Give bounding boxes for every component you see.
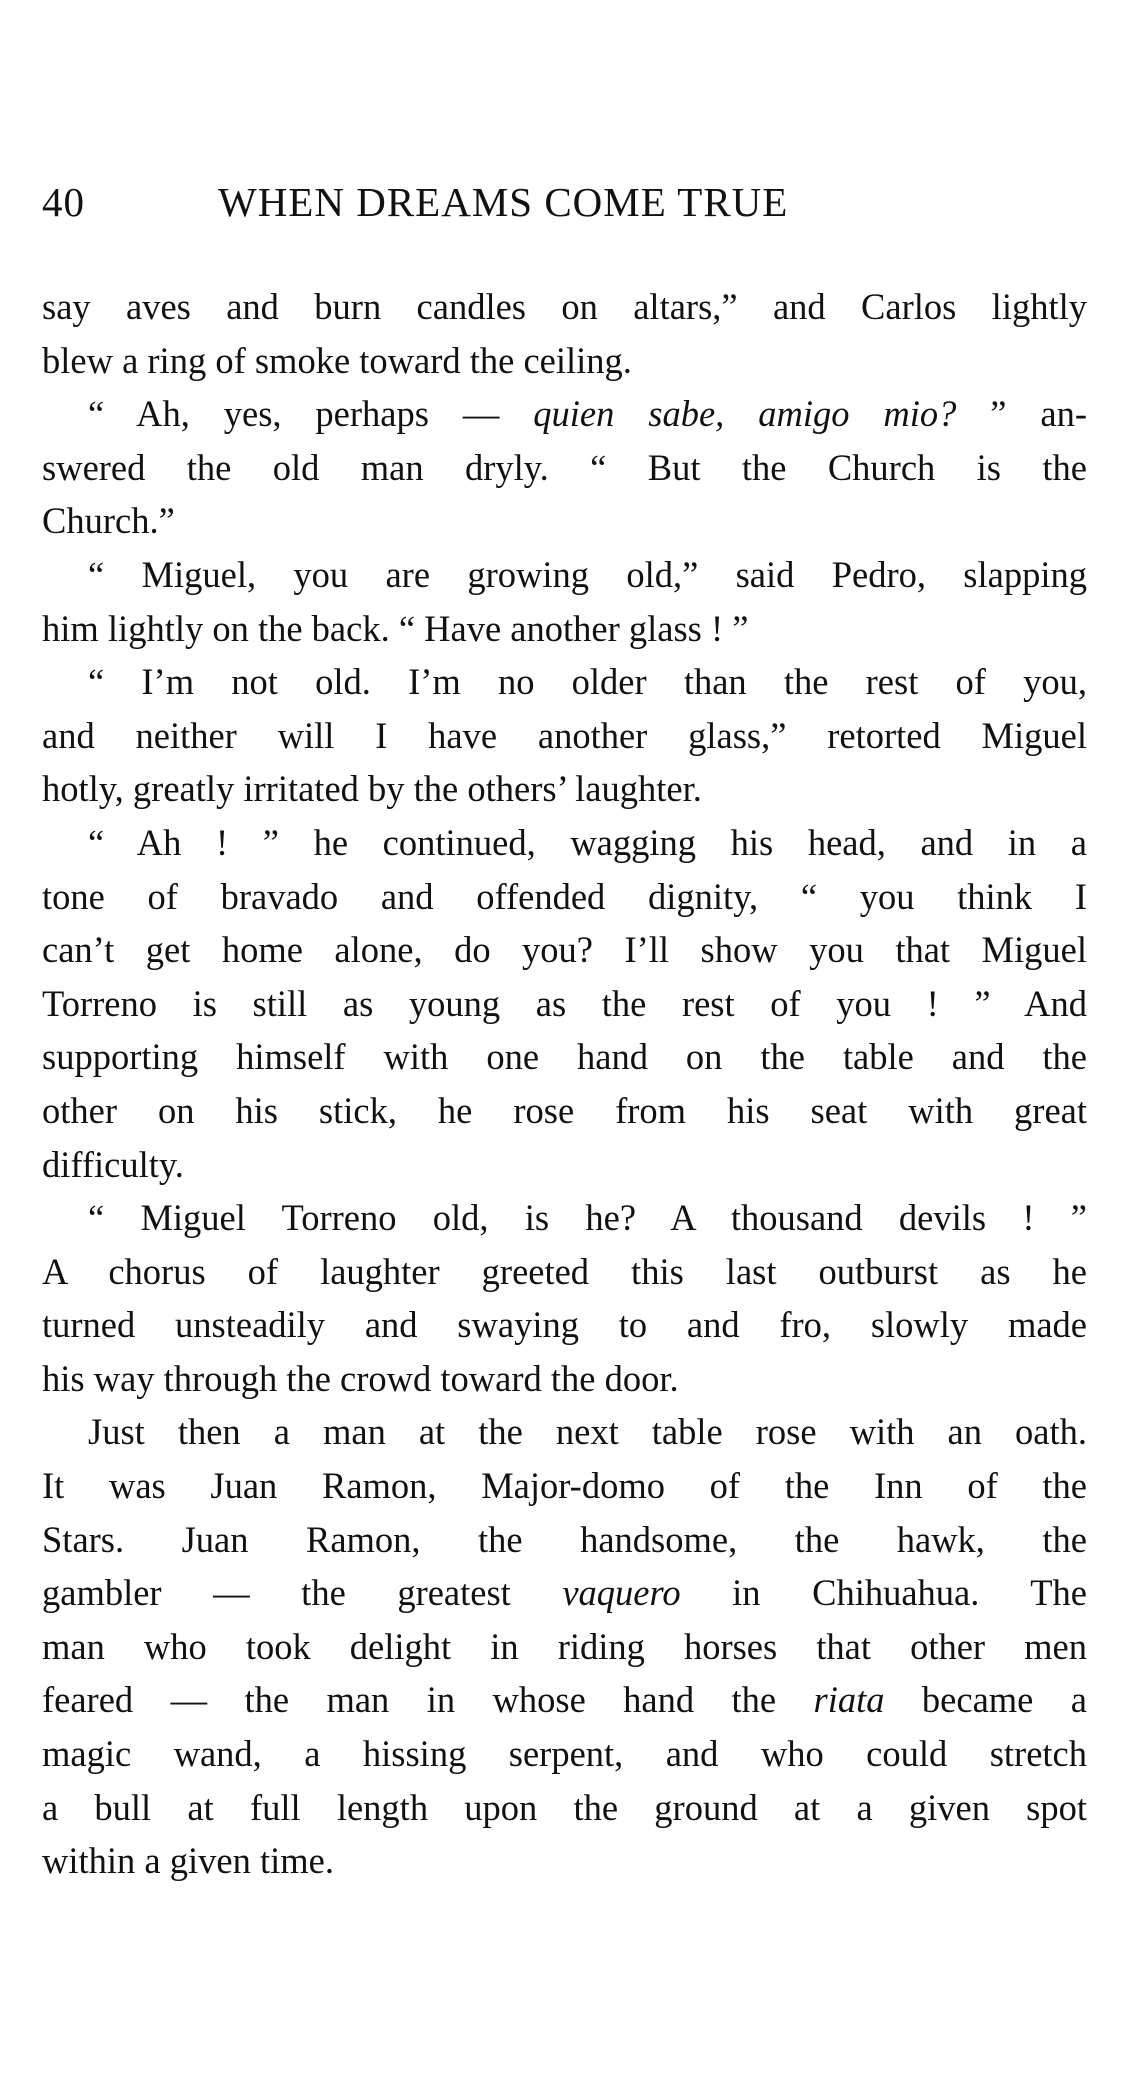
text-line: man who took delight in riding horses that other men	[42, 1625, 1087, 1667]
text-line: “ Miguel, you are growing old,” said Pedro, slapping	[88, 553, 1087, 595]
text-line: his way through the crowd toward the door.	[42, 1357, 679, 1399]
text-line: blew a ring of smoke toward the ceiling.	[42, 339, 632, 381]
book-title: WHEN DREAMS COME TRUE	[218, 179, 789, 225]
text-line: a bull at full length upon the ground at a given spot	[42, 1786, 1087, 1828]
text-fragment: became a	[884, 1679, 1087, 1721]
text-line: “ Miguel Torreno old, is he? A thousand devils ! ”	[88, 1197, 1087, 1239]
italic-phrase: vaquero	[562, 1572, 681, 1614]
text-line: Just then a man at the next table rose with an oath.	[88, 1411, 1087, 1453]
text-line: supporting himself with one hand on the table and the	[42, 1036, 1087, 1078]
text-fragment: in Chihuahua. The	[680, 1572, 1087, 1614]
text-line: within a given time.	[42, 1840, 334, 1882]
body-text	[42, 280, 1087, 1888]
text-line: and neither will I have another glass,” retorted Miguel	[42, 714, 1087, 756]
text-line: other on his stick, he rose from his seat with great	[42, 1089, 1087, 1131]
text-fragment: feared — the man in whose hand the	[42, 1679, 814, 1721]
text-line: A chorus of laughter greeted this last outburst as he	[42, 1250, 1087, 1292]
text-line: Torreno is still as young as the rest of you ! ” And	[42, 982, 1087, 1024]
italic-phrase: riata	[813, 1679, 885, 1721]
running-head	[42, 178, 1087, 230]
text-line: swered the old man dryly. “ But the Church is the	[42, 446, 1087, 488]
text-line: It was Juan Ramon, Major-domo of the Inn of the	[42, 1465, 1087, 1507]
text-line	[42, 1673, 1087, 1727]
text-line	[42, 387, 1087, 441]
text-fragment: ” an-	[956, 393, 1087, 435]
text-line: tone of bravado and offended dignity, “ you think I	[42, 875, 1087, 917]
text-line: say aves and burn candles on altars,” and Carlos lightly	[42, 286, 1087, 327]
text-line: “ I’m not old. I’m no older than the rest of you,	[88, 661, 1087, 703]
text-line: magic wand, a hissing serpent, and who could stretch	[42, 1733, 1087, 1775]
text-line: turned unsteadily and swaying to and fro, slowly made	[42, 1304, 1087, 1346]
text-line: difficulty.	[42, 1143, 184, 1185]
text-fragment: “ Ah, yes, perhaps —	[88, 393, 534, 435]
text-line: Church.”	[42, 500, 175, 542]
text-line: “ Ah ! ” he continued, wagging his head, and in a	[88, 821, 1087, 863]
text-line: can’t get home alone, do you? I’ll show you that Miguel	[42, 929, 1087, 971]
page-number: 40	[42, 179, 85, 225]
text-line: him lightly on the back. “ Have another glass ! ”	[42, 607, 749, 649]
text-fragment: gambler — the greatest	[42, 1572, 563, 1614]
text-line: Stars. Juan Ramon, the handsome, the hawk, the	[42, 1518, 1087, 1560]
italic-phrase: quien sabe, amigo mio?	[533, 393, 957, 435]
text-line: hotly, greatly irritated by the others’ laughter.	[42, 768, 702, 810]
text-line	[42, 1566, 1087, 1620]
